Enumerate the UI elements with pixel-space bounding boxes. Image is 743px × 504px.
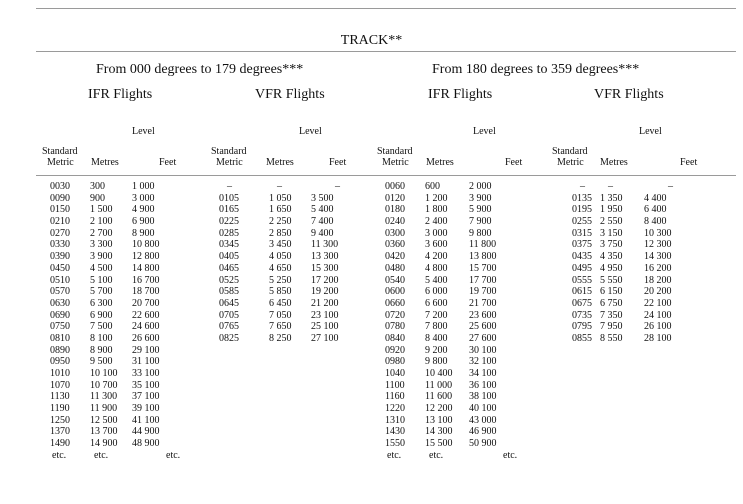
feet-cell: 27 100 <box>311 332 339 344</box>
feet-cell: 7 400 <box>311 216 334 228</box>
feet-cell: 6 400 <box>644 204 667 216</box>
metric-cell: 0210 <box>50 216 70 228</box>
metres-cell: 300 <box>90 181 105 192</box>
feet-cell: 48 900 <box>132 438 160 450</box>
feet-cell: 10 300 <box>644 227 672 239</box>
metres-cell: 4 650 <box>269 262 292 274</box>
metric-cell: 0920 <box>385 344 405 356</box>
metric-cell: 1250 <box>50 414 70 426</box>
metric-cell: 0480 <box>385 262 405 274</box>
standard-header: Standard <box>42 146 78 157</box>
top-rule <box>36 8 736 9</box>
metric-cell: 0450 <box>50 262 70 274</box>
feet-cell: 21 700 <box>469 297 497 309</box>
metric-header: Metric <box>216 157 243 168</box>
feet-cell: 16 200 <box>644 262 672 274</box>
feet-cell: 5 400 <box>311 204 334 216</box>
metres-cell: etc. <box>94 449 109 461</box>
feet-cell: 24 600 <box>132 321 160 333</box>
metres-cell: 9 800 <box>425 356 448 368</box>
metres-cell: 1 950 <box>600 204 623 216</box>
metres-cell: 8 900 <box>90 344 113 356</box>
metres-cell: 900 <box>90 192 105 204</box>
metric-cell: 0615 <box>572 286 592 298</box>
metric-cell: 0540 <box>385 274 405 286</box>
feet-cell: etc. <box>503 449 518 461</box>
metres-cell: 12 500 <box>90 414 118 426</box>
metres-cell: 6 300 <box>90 297 113 309</box>
metres-cell: 1 500 <box>90 204 113 216</box>
metric-cell: 0360 <box>385 239 405 251</box>
metric-cell: 1310 <box>385 414 405 426</box>
metric-cell: 0705 <box>219 309 239 321</box>
metres-header: Metres <box>91 157 119 168</box>
feet-header: Feet <box>680 157 698 168</box>
metres-cell: 3 300 <box>90 239 113 251</box>
metric-cell: 0780 <box>385 321 405 333</box>
metres-cell: 8 100 <box>90 332 113 344</box>
ifr-east-heading: IFR Flights <box>88 87 153 102</box>
metres-cell: 8 400 <box>425 332 448 344</box>
metric-cell: 0645 <box>219 297 239 309</box>
metric-cell: 0420 <box>385 251 405 263</box>
metric-header: Metric <box>47 157 74 168</box>
metres-cell: 11 300 <box>90 391 118 403</box>
feet-cell: 4 900 <box>132 204 155 216</box>
metric-cell: 0135 <box>572 192 592 204</box>
feet-cell: 34 100 <box>469 368 497 379</box>
metric-cell: 0980 <box>385 356 405 368</box>
metric-cell: 0270 <box>50 227 70 239</box>
feet-cell: 23 100 <box>311 309 339 321</box>
metric-cell: 0810 <box>50 332 70 344</box>
metric-cell: 0435 <box>572 251 592 263</box>
header-rule <box>36 175 736 176</box>
feet-cell: 31 100 <box>132 356 160 368</box>
feet-cell: 18 700 <box>132 286 160 298</box>
dash-cell: – <box>580 181 585 192</box>
level-header: Level <box>639 126 662 137</box>
feet-cell: 11 800 <box>469 239 497 251</box>
metric-cell: 1010 <box>50 368 70 379</box>
metres-cell: 2 100 <box>90 216 113 228</box>
metres-cell: 6 450 <box>269 297 292 309</box>
metric-cell: 0465 <box>219 262 239 274</box>
standard-header: Standard <box>211 146 247 157</box>
dash-cell: – <box>335 181 340 192</box>
metric-cell: 0890 <box>50 344 70 356</box>
feet-cell: 19 700 <box>469 286 497 298</box>
feet-cell: 39 100 <box>132 403 160 415</box>
feet-cell: 12 800 <box>132 251 160 263</box>
level-header: Level <box>473 126 496 137</box>
feet-cell: 21 200 <box>311 297 339 309</box>
feet-cell: 27 600 <box>469 332 497 344</box>
metres-cell: 6 750 <box>600 297 623 309</box>
feet-cell: 20 700 <box>132 297 160 309</box>
metres-cell: 3 000 <box>425 227 448 239</box>
metres-cell: 8 550 <box>600 332 623 344</box>
level-header: Level <box>132 126 155 137</box>
feet-cell: 10 800 <box>132 239 160 251</box>
feet-cell: 9 800 <box>469 227 492 239</box>
metric-cell: 1490 <box>50 438 70 450</box>
metric-cell: 0390 <box>50 251 70 263</box>
metres-cell: 1 050 <box>269 192 292 204</box>
metres-cell: 2 550 <box>600 216 623 228</box>
metres-cell: 3 750 <box>600 239 623 251</box>
feet-cell: 14 300 <box>644 251 672 263</box>
metres-cell: 5 100 <box>90 274 113 286</box>
metres-cell: 2 850 <box>269 227 292 239</box>
feet-cell: 18 200 <box>644 274 672 286</box>
dash-cell: – <box>227 181 232 192</box>
metres-cell: 4 200 <box>425 251 448 263</box>
metric-cell: 0795 <box>572 321 592 333</box>
metric-cell: 0345 <box>219 239 239 251</box>
metric-cell: 0630 <box>50 297 70 309</box>
metric-header: Metric <box>382 157 409 168</box>
feet-cell: 15 700 <box>469 262 497 274</box>
feet-cell: 29 100 <box>132 344 160 356</box>
metres-cell: 4 350 <box>600 251 623 263</box>
feet-cell: 25 100 <box>311 321 339 333</box>
metric-cell: 0225 <box>219 216 239 228</box>
vfr-east-heading: VFR Flights <box>255 87 325 102</box>
metres-header: Metres <box>266 157 294 168</box>
metres-cell: 10 700 <box>90 379 118 391</box>
feet-cell: 35 100 <box>132 379 160 391</box>
feet-header: Feet <box>329 157 347 168</box>
feet-header: Feet <box>505 157 523 168</box>
metres-cell: 7 800 <box>425 321 448 333</box>
standard-header: Standard <box>377 146 413 157</box>
metric-cell: 0255 <box>572 216 592 228</box>
metric-cell: 1160 <box>385 391 405 403</box>
range-east-heading: From 000 degrees to 179 degrees*** <box>96 62 304 77</box>
metres-cell: 4 800 <box>425 262 448 274</box>
feet-cell: 7 900 <box>469 216 492 228</box>
metres-cell: 12 200 <box>425 403 453 415</box>
metric-cell: 1190 <box>50 403 70 415</box>
metric-cell: 0555 <box>572 274 592 286</box>
metric-cell: 0570 <box>50 286 70 298</box>
feet-cell: 20 200 <box>644 286 672 298</box>
metric-cell: 1130 <box>50 391 70 403</box>
metres-cell: 5 850 <box>269 286 292 298</box>
feet-cell: 22 600 <box>132 309 160 321</box>
metric-cell: 0855 <box>572 332 592 344</box>
metres-cell: 5 550 <box>600 274 623 286</box>
metric-cell: 0150 <box>50 204 70 216</box>
feet-cell: 8 400 <box>644 216 667 228</box>
metres-cell: 2 700 <box>90 227 113 239</box>
standard-header: Standard <box>552 146 588 157</box>
metric-cell: 0195 <box>572 204 592 216</box>
metric-cell: 0825 <box>219 332 239 344</box>
metric-cell: 0660 <box>385 297 405 309</box>
feet-cell: 44 900 <box>132 426 160 438</box>
metres-cell: 5 250 <box>269 274 292 286</box>
metres-cell: 7 200 <box>425 309 448 321</box>
metric-cell: 1220 <box>385 403 405 415</box>
metres-cell: 6 600 <box>425 297 448 309</box>
feet-cell: 32 100 <box>469 356 497 368</box>
metres-cell: 6 000 <box>425 286 448 298</box>
metres-cell: 7 350 <box>600 309 623 321</box>
feet-cell: 38 100 <box>469 391 497 403</box>
metres-cell: 11 600 <box>425 391 453 403</box>
metric-cell: 0525 <box>219 274 239 286</box>
feet-cell: 17 200 <box>311 274 339 286</box>
metres-cell: 14 900 <box>90 438 118 450</box>
metres-cell: 7 650 <box>269 321 292 333</box>
feet-cell: 2 000 <box>469 181 492 192</box>
feet-cell: 26 100 <box>644 321 672 333</box>
metric-cell: 1100 <box>385 379 405 391</box>
metric-cell: 0675 <box>572 297 592 309</box>
metres-cell: 4 050 <box>269 251 292 263</box>
metric-cell: 0300 <box>385 227 405 239</box>
feet-cell: 17 700 <box>469 274 497 286</box>
metres-cell: 9 500 <box>90 356 113 368</box>
metric-cell: 0105 <box>219 192 239 204</box>
metric-cell: 0750 <box>50 321 70 333</box>
metric-cell: 0180 <box>385 204 405 216</box>
metric-cell: 0120 <box>385 192 405 204</box>
metres-cell: 5 700 <box>90 286 113 298</box>
metric-cell: 0735 <box>572 309 592 321</box>
metres-cell: 7 050 <box>269 309 292 321</box>
metres-cell: 11 900 <box>90 403 118 415</box>
feet-cell: 33 100 <box>132 368 160 379</box>
metric-cell: etc. <box>387 449 402 461</box>
dash-cell: – <box>277 181 282 192</box>
feet-cell: 22 100 <box>644 297 672 309</box>
feet-cell: 23 600 <box>469 309 497 321</box>
metres-cell: 2 250 <box>269 216 292 228</box>
feet-cell: 28 100 <box>644 332 672 344</box>
feet-cell: 3 900 <box>469 192 492 204</box>
metric-cell: 0765 <box>219 321 239 333</box>
feet-cell: etc. <box>166 449 181 461</box>
metres-cell: 9 200 <box>425 344 448 356</box>
metres-cell: 3 150 <box>600 227 623 239</box>
metres-cell: 600 <box>425 181 440 192</box>
metric-cell: 1070 <box>50 379 70 391</box>
metric-cell: 0690 <box>50 309 70 321</box>
metres-cell: 6 900 <box>90 309 113 321</box>
metric-cell: 0510 <box>50 274 70 286</box>
feet-cell: 3 000 <box>132 192 155 204</box>
metric-cell: 1370 <box>50 426 70 438</box>
metric-cell: 0285 <box>219 227 239 239</box>
metres-cell: 2 400 <box>425 216 448 228</box>
metric-cell: 0600 <box>385 286 405 298</box>
metric-cell: 0405 <box>219 251 239 263</box>
metres-header: Metres <box>600 157 628 168</box>
feet-header: Feet <box>159 157 177 168</box>
level-header: Level <box>299 126 322 137</box>
metric-cell: 0090 <box>50 192 70 204</box>
title-rule <box>36 51 736 52</box>
dash-cell: – <box>608 181 613 192</box>
metres-cell: 15 500 <box>425 438 453 450</box>
range-west-heading: From 180 degrees to 359 degrees*** <box>432 62 640 77</box>
metric-cell: 1430 <box>385 426 405 438</box>
metric-cell: 0330 <box>50 239 70 251</box>
feet-cell: 40 100 <box>469 403 497 415</box>
metres-cell: 6 150 <box>600 286 623 298</box>
metric-cell: 0315 <box>572 227 592 239</box>
metres-cell: etc. <box>429 449 444 461</box>
metres-cell: 10 100 <box>90 368 118 379</box>
feet-cell: 37 100 <box>132 391 160 403</box>
metric-cell: 0950 <box>50 356 70 368</box>
feet-cell: 3 500 <box>311 192 334 204</box>
feet-cell: 46 900 <box>469 426 497 438</box>
metric-cell: 0030 <box>50 181 70 192</box>
feet-cell: 30 100 <box>469 344 497 356</box>
metres-cell: 3 900 <box>90 251 113 263</box>
metric-cell: 0375 <box>572 239 592 251</box>
metres-cell: 3 450 <box>269 239 292 251</box>
metric-cell: 0165 <box>219 204 239 216</box>
vfr-west-heading: VFR Flights <box>594 87 664 102</box>
feet-cell: 26 600 <box>132 332 160 344</box>
feet-cell: 19 200 <box>311 286 339 298</box>
metric-cell: 1040 <box>385 368 405 379</box>
metres-cell: 7 500 <box>90 321 113 333</box>
metres-cell: 14 300 <box>425 426 453 438</box>
metric-cell: 0840 <box>385 332 405 344</box>
feet-cell: 4 400 <box>644 192 667 204</box>
feet-cell: 24 100 <box>644 309 672 321</box>
metric-cell: 0585 <box>219 286 239 298</box>
metres-header: Metres <box>426 157 454 168</box>
metres-cell: 4 950 <box>600 262 623 274</box>
feet-cell: 14 800 <box>132 262 160 274</box>
feet-cell: 5 900 <box>469 204 492 216</box>
feet-cell: 13 800 <box>469 251 497 263</box>
metres-cell: 1 800 <box>425 204 448 216</box>
feet-cell: 1 000 <box>132 181 155 192</box>
metres-cell: 1 350 <box>600 192 623 204</box>
track-title: TRACK** <box>340 33 403 48</box>
feet-cell: 11 300 <box>311 239 339 251</box>
metric-cell: 0240 <box>385 216 405 228</box>
feet-cell: 43 000 <box>469 414 497 426</box>
metric-header: Metric <box>557 157 584 168</box>
metres-cell: 10 400 <box>425 368 453 379</box>
metric-cell: 1550 <box>385 438 405 450</box>
metric-cell: etc. <box>52 449 67 461</box>
feet-cell: 36 100 <box>469 379 497 391</box>
ifr-west-heading: IFR Flights <box>428 87 493 102</box>
metres-cell: 4 500 <box>90 262 113 274</box>
metres-cell: 8 250 <box>269 332 292 344</box>
feet-cell: 50 900 <box>469 438 497 450</box>
feet-cell: 13 300 <box>311 251 339 263</box>
metres-cell: 1 200 <box>425 192 448 204</box>
dash-cell: – <box>668 181 673 192</box>
metres-cell: 3 600 <box>425 239 448 251</box>
feet-cell: 12 300 <box>644 239 672 251</box>
metres-cell: 7 950 <box>600 321 623 333</box>
metres-cell: 13 700 <box>90 426 118 438</box>
metric-cell: 0720 <box>385 309 405 321</box>
feet-cell: 25 600 <box>469 321 497 333</box>
feet-cell: 16 700 <box>132 274 160 286</box>
feet-cell: 41 100 <box>132 414 160 426</box>
metric-cell: 0060 <box>385 181 405 192</box>
metres-cell: 11 000 <box>425 379 453 391</box>
feet-cell: 6 900 <box>132 216 155 228</box>
metres-cell: 5 400 <box>425 274 448 286</box>
feet-cell: 15 300 <box>311 262 339 274</box>
metres-cell: 13 100 <box>425 414 453 426</box>
metres-cell: 1 650 <box>269 204 292 216</box>
feet-cell: 9 400 <box>311 227 334 239</box>
metric-cell: 0495 <box>572 262 592 274</box>
feet-cell: 8 900 <box>132 227 155 239</box>
